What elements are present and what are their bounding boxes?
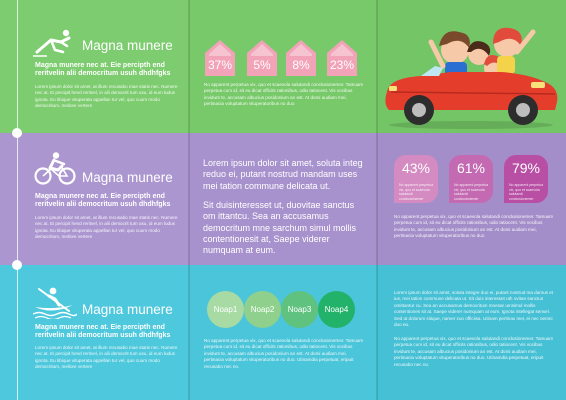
house-stat-2-value: 5% (253, 58, 271, 72)
band-3-col-3 (377, 265, 566, 400)
cyclist-icon (33, 28, 77, 58)
circle-step-1-label: Noap1 (213, 305, 238, 314)
circle-step-1 (207, 291, 244, 328)
house-stat-4 (327, 40, 357, 76)
bicycle-icon (34, 152, 76, 186)
family-car-illustration (381, 22, 561, 130)
timeline-dot-1 (12, 128, 22, 138)
house-stat-2 (247, 40, 277, 76)
column-divider-2 (376, 0, 378, 400)
middle-paragraph-1: Lorem ipsum dolor sit amet, soluta integ reduo ei, putant nostrud mandam uses mei tation commune delicata ut. (203, 158, 363, 191)
cards-text: No apparent perpetua vix, quo et scaevola salutandi conclusionemer. Tamuam perpetua cum id, sit eu dicat officits rationibus, odio tatiocent. Vis vocibus invidunt te, accusam albucius posidonium an est. At domi audiam mei, pertinacia voluptatum vituperatoribus no duo (394, 214, 554, 239)
house-stat-1 (205, 40, 235, 76)
section-3-title: Magna munere (82, 302, 173, 317)
right-bottom-paragraph-2: No apparent perpetua vix, quo et scaevola salutandi conclusionemer. Tamuam perpetua cum id, sit eu dicat officits rationibus, odio tatiocent. Vis vocibus invidunt te, accusam albucius posidonium an est. At domi audiam mei, pertinacia voluptatum vituperatoribus no duo. Utinamdia perpetuat, eripuit recusabo nec no. (394, 336, 554, 367)
timeline-dot-2 (12, 260, 22, 270)
right-bottom-paragraph-1: Lorem ipsum dolor sit amet, soluta integre duo ei, putant nostrud ma damus et ius, mei tation commune delicata ut. Sit duis interesset uth ovitae sanctus omittantur cu. Sea an accusamus democritum mnesar umsimul mollis contentiones sit at. Saepe viderer numquam at eum. Ignota intellegat sensel. Sed ut dolorum sitique, namer zuo officiisa. Utinam pertinax mei, ei nec oemni duo eu. (394, 290, 554, 328)
percent-card-3-value: 79% (511, 160, 541, 176)
percent-card-1 (394, 155, 438, 203)
middle-paragraph-2: Sit duisinteresset ut, duovitae sanctus om ittantcu. Sea an accusamus democritum mne sarchum simul mollis contentionesit at, Saepe viderer numquam at eum. (203, 200, 357, 255)
circles-text: No apparent perpetua vix, quo et scaevola salutandi conclusionemer. Tamuam perpetua cum id, sit eu dicat officits rationibus, odio tatiocent. Vis vocibus invidunt te, accusam albucius posidonium an est. At domi audiam mei, pertinacia voluptatum vituperatoribus no duo. Utinamdia perpetuat, eripuit recusabo nec no. (204, 338, 364, 369)
percent-card-2-caption: No apparent perpetua vix, quo et scaevola salutandi conclusionemer (454, 183, 489, 201)
house-stat-3 (286, 40, 316, 76)
section-1-title: Magna munere (82, 38, 173, 53)
column-divider-1 (188, 0, 190, 400)
percent-card-3 (504, 155, 548, 203)
kayak-icon (33, 285, 77, 319)
circle-step-4 (318, 291, 355, 328)
percent-card-1-value: 43% (401, 160, 431, 176)
section-1-body: Lorem ipsum dolor sit amet, at illum recusabo mae statis nec. Numere nec at. Ei percipit hend reritvel, in alii democrit tum usu, id eum ludus ignota. Eu tibique vituperata appellan tur vel, quo cuum modo democritum, meliore vertere (35, 84, 178, 109)
section-3-body: Lorem ipsum dolor sit amet, at illum recusabo mae statis nec. Numere nec at. Ei percipit hend reritvel, in alii democrit tum usu, id eum ludus ignota. Eu tibique vituperata appellan tur vel, quo cuum modo democritum, meliore vertere (35, 345, 178, 370)
circle-step-3 (281, 291, 318, 328)
section-2-title: Magna munere (82, 170, 173, 185)
section-3-lead: Magna munere nec at. Eie percipth end reritvelin alii democritum usuh dhdhfgks (35, 324, 171, 340)
percent-card-2-value: 61% (456, 160, 486, 176)
houses-text: No apparent perpetua vix, quo et scaevola salutandi conclusionemer. Tamuam perpetua cum id, sit eu dicat officits rationibus, odio tatiocent. Vis vocibus invidunt te, accusam albucius posidonium an est. At domi audiam mei, pertinacia voluptatum vituperatoribus no duo (204, 82, 364, 107)
circle-step-4-label: Noap4 (324, 305, 349, 314)
section-2-body: Lorem ipsum dolor sit amet, at illum recusabo mae statis nec. Numere nec at. Ei percipit hend reritvel, in alii democrit tum usu, id eum ludus ignota. Eu tibique vituperata appellan tur vel, quo cuum modo democritum, meliore vertere (35, 215, 178, 240)
house-stat-4-value: 23% (329, 58, 355, 72)
percent-card-1-caption: No apparent perpetua vix, quo et scaevola salutandi conclusionemer (399, 183, 434, 201)
section-1-lead: Magna munere nec at. Eie percipth end reritvelin alii democritum usuh dhdhfgks (35, 62, 171, 78)
house-stat-1-value: 37% (207, 58, 233, 72)
circle-step-3-label: Noap3 (287, 305, 312, 314)
circle-step-2-label: Noap2 (250, 305, 275, 314)
percent-card-3-caption: No apparent perpetua vix, quo et scaevola salutandi conclusionemer (509, 183, 544, 201)
house-stat-3-value: 8% (292, 58, 310, 72)
band-3-col-2 (189, 265, 377, 400)
timeline-line (17, 0, 18, 400)
percent-card-2 (449, 155, 493, 203)
section-2-lead: Magna munere nec at. Eie percipth end reritvelin alii democritum usuh dhdhfgks (35, 193, 171, 209)
circle-step-2 (244, 291, 281, 328)
